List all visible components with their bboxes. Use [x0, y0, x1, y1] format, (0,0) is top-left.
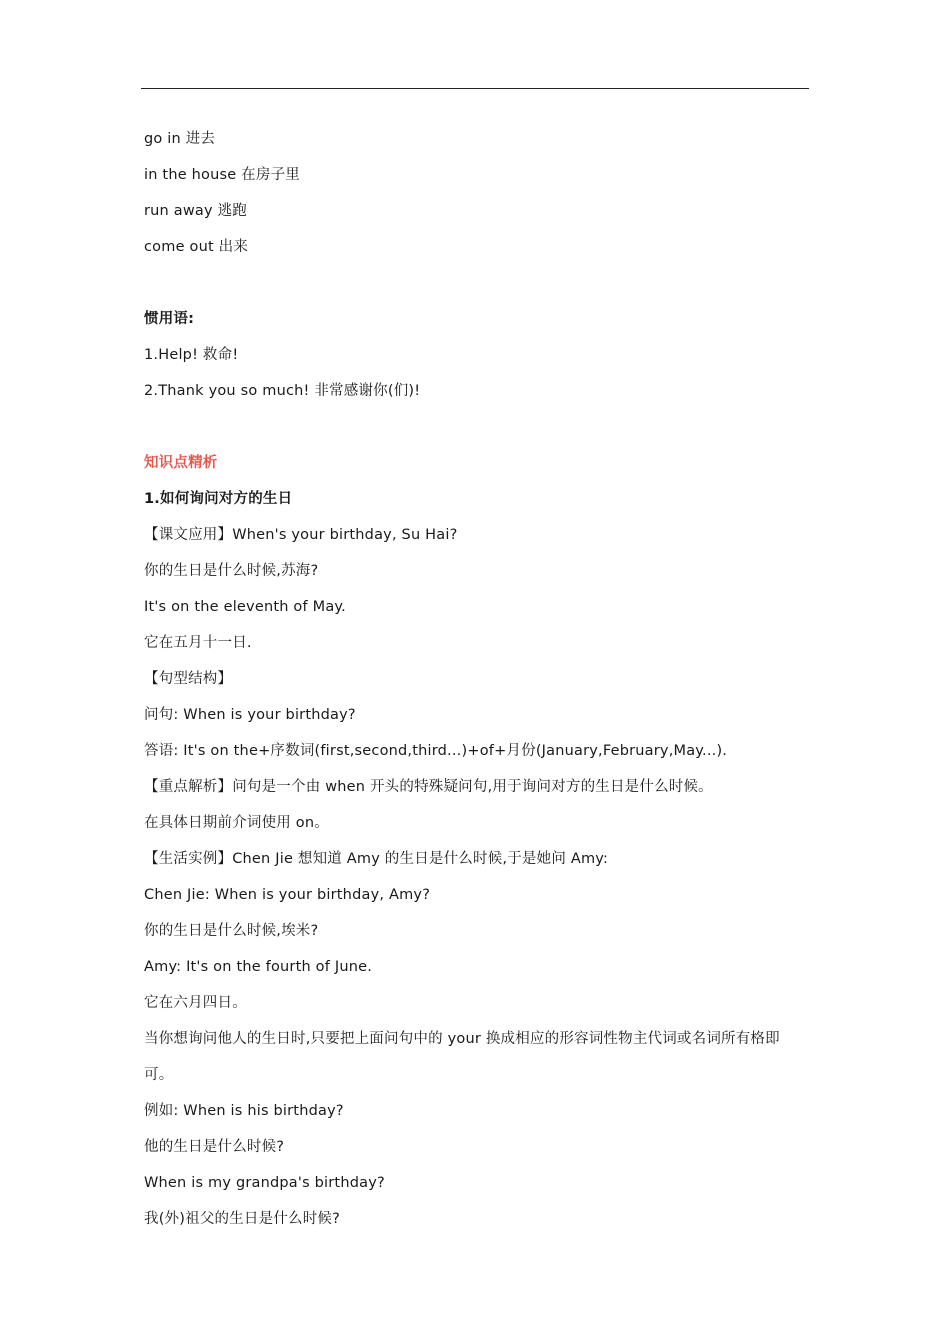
text-line: It's on the eleventh of May.: [144, 599, 346, 615]
text-line: When is my grandpa's birthday?: [144, 1175, 385, 1191]
idiom-line: 2.Thank you so much! 非常感谢你(们)!: [144, 383, 421, 399]
phrase-line: go in 进去: [144, 131, 216, 147]
phrase-line: run away 逃跑: [144, 203, 247, 219]
text-line: 他的生日是什么时候?: [144, 1139, 285, 1155]
text-line: 在具体日期前介词使用 on。: [144, 815, 329, 831]
text-line: 它在五月十一日.: [144, 635, 252, 651]
phrase-line: in the house 在房子里: [144, 167, 300, 183]
point-title: 1.如何询问对方的生日: [144, 491, 293, 507]
header-rule: [141, 88, 809, 89]
spacer: [144, 409, 808, 445]
text-line: 【生活实例】Chen Jie 想知道 Amy 的生日是什么时候,于是她问 Amy:: [144, 851, 609, 867]
text-line: 【课文应用】When's your birthday, Su Hai?: [144, 527, 458, 543]
text-line: 我(外)祖父的生日是什么时候?: [144, 1211, 341, 1227]
text-line: 问句: When is your birthday?: [144, 707, 356, 723]
phrase-line: come out 出来: [144, 239, 249, 255]
idiom-line: 1.Help! 救命!: [144, 347, 239, 363]
text-paragraph: 当你想询问他人的生日时,只要把上面问句中的 your 换成相应的形容词性物主代词或名词所有格即可。: [144, 1031, 780, 1083]
section-title: 知识点精析: [144, 455, 218, 471]
text-line: 你的生日是什么时候,埃米?: [144, 923, 319, 939]
idioms-heading: 惯用语:: [144, 311, 195, 327]
spacer: [144, 265, 808, 301]
text-line: 例如: When is his birthday?: [144, 1103, 344, 1119]
text-line: Chen Jie: When is your birthday, Amy?: [144, 887, 431, 903]
text-line: Amy: It's on the fourth of June.: [144, 959, 373, 975]
text-line: 你的生日是什么时候,苏海?: [144, 563, 319, 579]
text-line: 【重点解析】问句是一个由 when 开头的特殊疑问句,用于询问对方的生日是什么时候。: [144, 779, 713, 795]
text-line: 【句型结构】: [144, 671, 233, 687]
document-body: [144, 121, 808, 1237]
text-line: 答语: It's on the+序数词(first,second,third...)+of+月份(January,February,May...).: [144, 743, 728, 759]
text-line: 它在六月四日。: [144, 995, 247, 1011]
